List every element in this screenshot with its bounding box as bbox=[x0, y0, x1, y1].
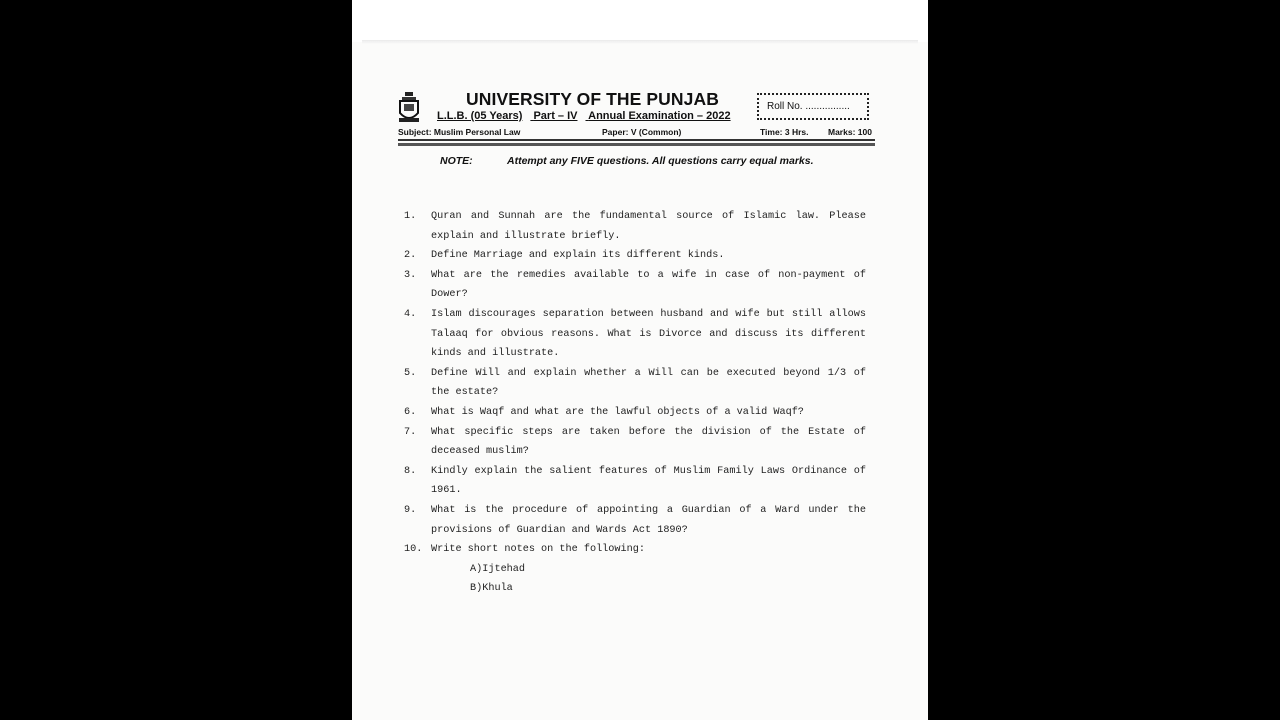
question-text: What specific steps are taken before the division of the Estate of deceased muslim? bbox=[431, 426, 866, 458]
paper-fold-shadow bbox=[362, 40, 918, 44]
university-title: UNIVERSITY OF THE PUNJAB bbox=[466, 89, 719, 109]
marks-label: Marks: 100 bbox=[828, 127, 872, 137]
question-number: 4. bbox=[404, 308, 417, 320]
question-number: 10. bbox=[404, 544, 423, 556]
question-item bbox=[404, 246, 866, 266]
question-list bbox=[404, 207, 866, 599]
question-text: What are the remedies available to a wife in case of non-payment of Dower? bbox=[431, 269, 866, 301]
exam-part: Part – IV bbox=[533, 110, 578, 122]
question-number: 6. bbox=[404, 406, 417, 418]
sub-item-khula: B)Khula bbox=[470, 583, 513, 595]
question-text: Islam discourages separation between husband and wife but still allows Talaaq for obvious reasons. What is Divorce and discuss its different kinds and illustrate. bbox=[431, 308, 866, 360]
header-rule-thin bbox=[398, 139, 875, 141]
question-number: 7. bbox=[404, 426, 417, 438]
question-text: Define Will and explain whether a Will can be executed beyond 1/3 of the estate? bbox=[431, 367, 866, 399]
paper-label: Paper: V (Common) bbox=[602, 127, 682, 137]
subject-label: Subject: Muslim Personal Law bbox=[398, 127, 521, 137]
question-number: 5. bbox=[404, 367, 417, 379]
question-item bbox=[404, 423, 866, 462]
question-text: Define Marriage and explain its different kinds. bbox=[431, 250, 725, 262]
question-item bbox=[404, 305, 866, 364]
question-number: 8. bbox=[404, 465, 417, 477]
question-text: Quran and Sunnah are the fundamental source of Islamic law. Please explain and illustrate briefly. bbox=[431, 211, 866, 242]
exam-info-line bbox=[437, 110, 739, 122]
roll-number-label: Roll No. ................ bbox=[767, 101, 850, 112]
question-item bbox=[404, 462, 866, 501]
question-item bbox=[404, 540, 866, 560]
roll-number-box bbox=[757, 93, 869, 120]
exam-session: Annual Examination – 2022 bbox=[588, 110, 731, 122]
note-text: Attempt any FIVE questions. All questions carry equal marks. bbox=[507, 155, 814, 167]
paper-top-margin bbox=[352, 0, 928, 42]
time-label: Time: 3 Hrs. bbox=[760, 127, 809, 137]
question-number: 2. bbox=[404, 250, 417, 262]
exam-paper bbox=[352, 0, 928, 720]
question-number: 3. bbox=[404, 269, 417, 281]
university-crest-icon bbox=[397, 91, 421, 125]
question-item bbox=[404, 403, 866, 423]
question-number: 1. bbox=[404, 211, 417, 222]
question-text: What is the procedure of appointing a Guardian of a Ward under the provisions of Guardian and Wards Act 1890? bbox=[431, 504, 866, 536]
question-item bbox=[404, 266, 866, 305]
question-item bbox=[404, 364, 866, 403]
question-item bbox=[404, 501, 866, 540]
note-label: NOTE: bbox=[440, 155, 473, 167]
question-text: Write short notes on the following: bbox=[431, 544, 645, 556]
sub-item-ijtehad: A)Ijtehad bbox=[470, 563, 526, 575]
header-rule-thick bbox=[398, 143, 875, 146]
exam-degree: L.L.B. (05 Years) bbox=[437, 110, 523, 122]
question-text: What is Waqf and what are the lawful objects of a valid Waqf? bbox=[431, 406, 804, 418]
question-item bbox=[404, 207, 866, 246]
question-text: Kindly explain the salient features of Muslim Family Laws Ordinance of 1961. bbox=[431, 465, 866, 497]
question-number: 9. bbox=[404, 504, 417, 516]
